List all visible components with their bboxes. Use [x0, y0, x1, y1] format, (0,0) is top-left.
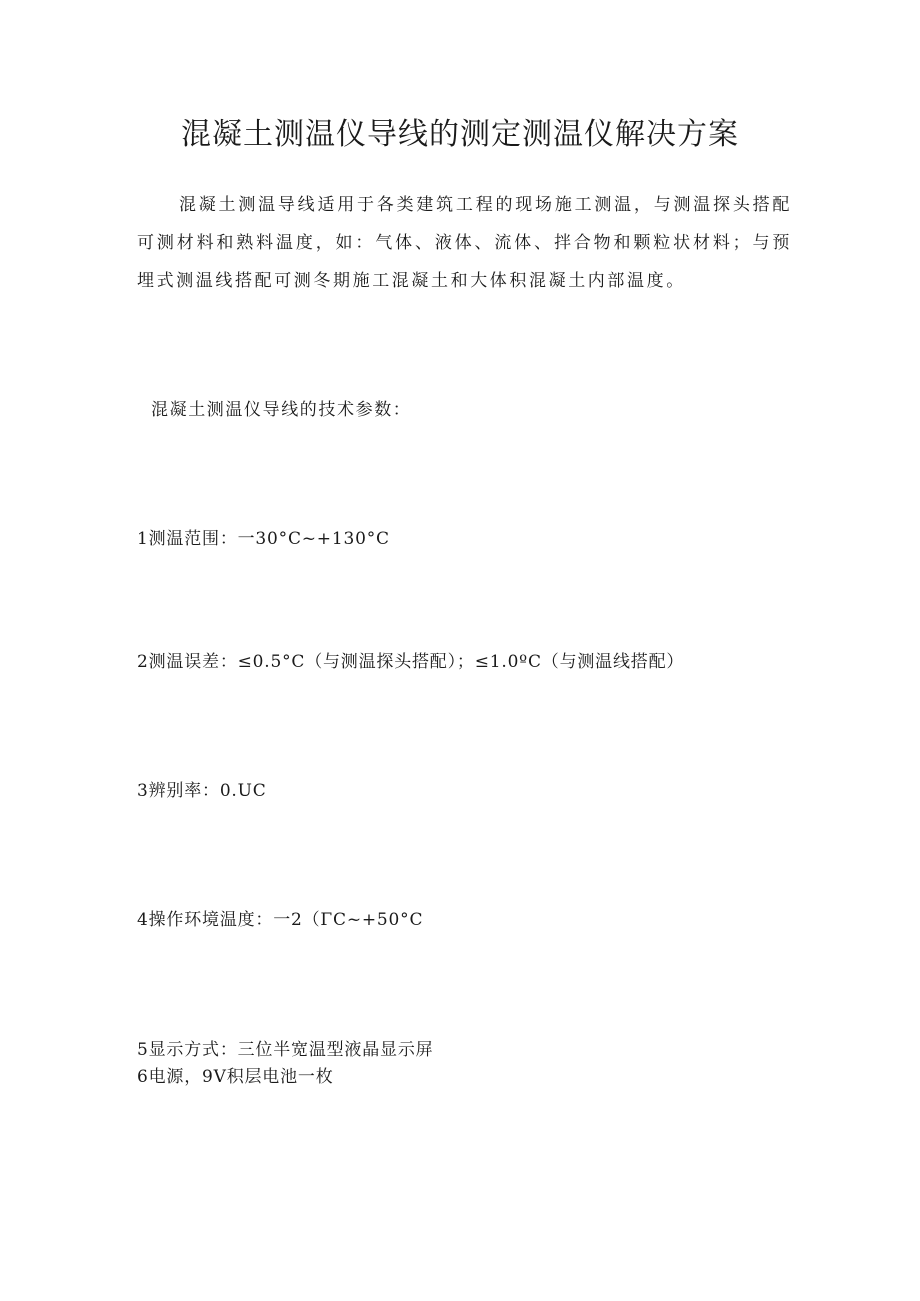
param-item-power: 6电源，9V积层电池一枚 [137, 1067, 334, 1087]
param-item-temperature-range: 1测温范围：一30°C~+130°C [137, 529, 390, 549]
param-item-operating-temperature: 4操作环境温度：一2（ΓC~+50°C [137, 910, 424, 930]
params-heading: 混凝土测温仪导线的技术参数： [151, 400, 412, 420]
intro-paragraph: 混凝土测温导线适用于各类建筑工程的现场施工测温，与测温探头搭配可测材料和熟料温度，如：气体、液体、流体、拌合物和颗粒状材料；与预埋式测温线搭配可测冬期施工混凝土和大体积混凝土内部温度。 [137, 195, 792, 291]
document-title: 混凝土测温仪导线的测定测温仪解决方案 [181, 117, 739, 152]
param-item-measurement-error: 2测温误差：≤0.5°C（与测温探头搭配）；≤1.0ºC（与测温线搭配） [137, 652, 685, 672]
param-item-resolution: 3辨别率：0.UC [137, 781, 267, 801]
param-item-display: 5显示方式：三位半宽温型液晶显示屏 [137, 1040, 434, 1060]
